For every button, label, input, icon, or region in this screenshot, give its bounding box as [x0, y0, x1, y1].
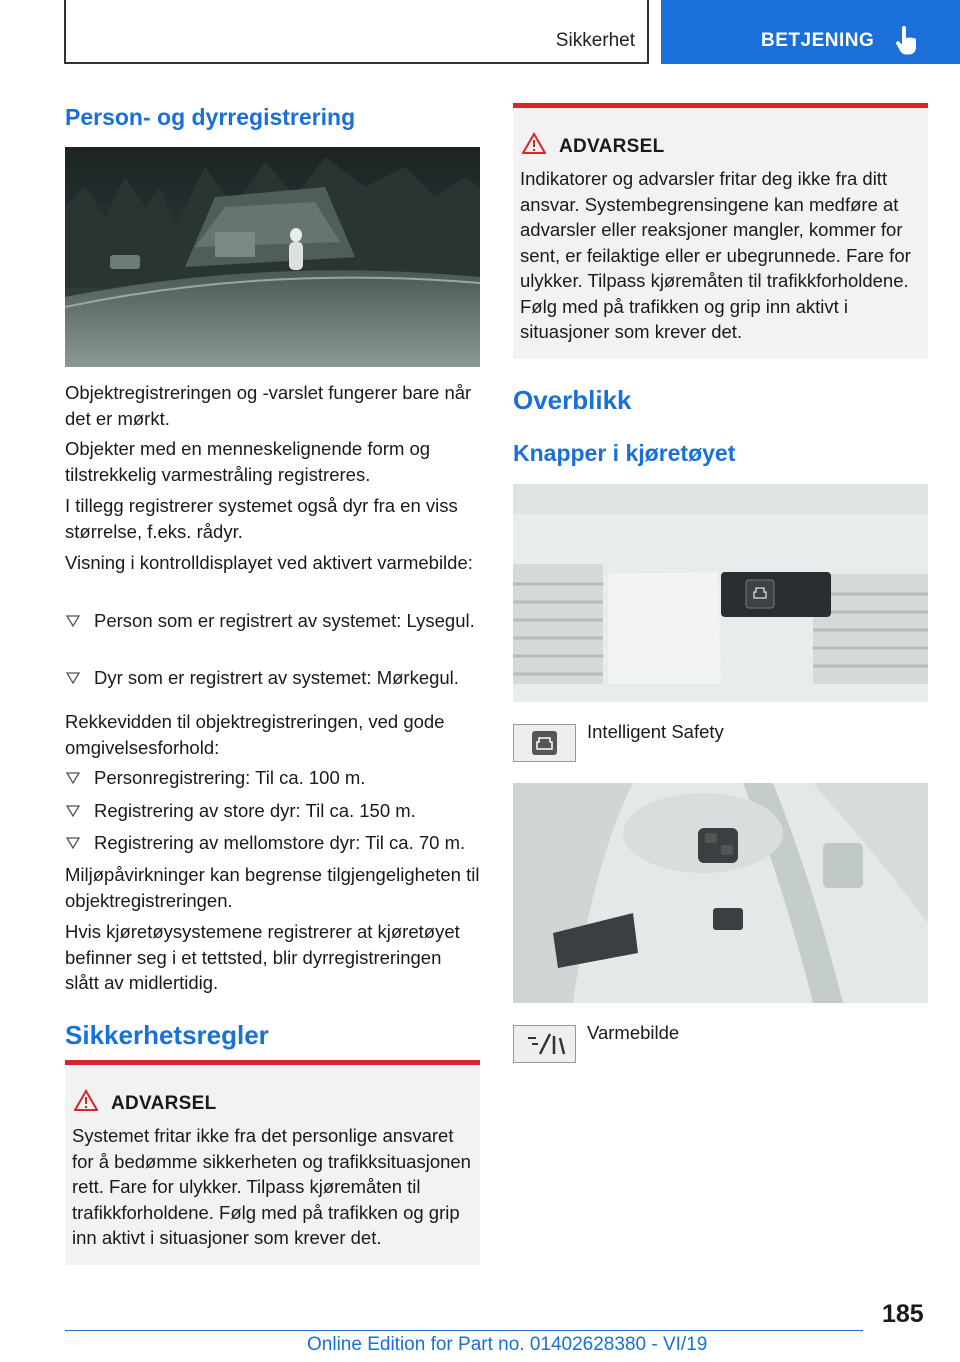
paragraph-animals: I tillegg registrerer systemet også dyr fra en viss størrelse, f.eks. rådyr. — [65, 495, 458, 542]
bullet-triangle-icon — [65, 614, 81, 628]
warning-text: Indikatorer og advarsler fritar deg ikke fra ditt ansvar. Systembegrensingene kan medføre at advarsler eller reaksjoner mangler, kommer for sent, er feilaktige eller er ubegrunnede. Fare for ulykker. Tilpass kjøremåten til trafikkforholdene. Følg med på trafikken og grip inn aktivt i situasjoner som krever det. — [520, 168, 911, 342]
paragraph-urban-area: Hvis kjøretøysystemene registrerer at kjøretøyet befinner seg i et tettsted, blir dyrregistreringen slått av midlertidig. — [65, 921, 460, 993]
page-number: 185 — [882, 1300, 924, 1328]
header-section-title: Sikkerhet — [555, 30, 635, 51]
warning-triangle-icon — [522, 132, 546, 154]
steering-column-image — [513, 783, 928, 1003]
bullet-text: Dyr som er registrert av systemet: Mørkegul. — [94, 667, 459, 688]
bullet-text: Registrering av mellomstore dyr: Til ca. 70 m. — [94, 832, 466, 853]
bullet-triangle-icon — [65, 771, 81, 785]
heading-safety-rules: Sikkerhetsregler — [65, 1020, 269, 1050]
footer-edition: Online Edition for Part no. 01402628380 - VI/19 — [307, 1334, 708, 1355]
list-item — [65, 665, 480, 691]
warning-triangle-icon — [74, 1089, 98, 1111]
bullet-triangle-icon — [65, 671, 81, 685]
thermal-camera-icon — [513, 1025, 576, 1063]
paragraph-range: Rekkevidden til objektregistreringen, ved gode omgivelsesforhold: — [65, 711, 445, 758]
heading-overview: Overblikk — [513, 385, 632, 415]
warning-box-right — [513, 103, 928, 359]
bullet-triangle-icon — [65, 836, 81, 850]
warning-box-left — [65, 1060, 480, 1265]
warning-title: ADVARSEL — [111, 1093, 217, 1114]
list-item — [65, 798, 480, 824]
heading-person-animal-detection: Person- og dyrregistrering — [65, 104, 356, 130]
intelligent-safety-icon — [513, 724, 576, 762]
heading-buttons-in-vehicle: Knapper i kjøretøyet — [513, 440, 736, 466]
list-item — [65, 830, 480, 856]
night-vision-image — [65, 147, 480, 367]
bullet-text: Personregistrering: Til ca. 100 m. — [94, 767, 366, 788]
header-chapter-title: BETJENING — [761, 30, 875, 51]
list-item — [65, 608, 480, 634]
paragraph-display: Visning i kontrolldisplayet ved aktivert varmebilde: — [65, 552, 473, 573]
list-item — [65, 765, 480, 791]
hand-pointer-icon — [895, 26, 919, 56]
dashboard-button-image — [513, 484, 928, 702]
caption-thermal-image: Varmebilde — [587, 1022, 680, 1043]
warning-text: Systemet fritar ikke fra det personlige ansvaret for å bedømme sikkerheten og trafikksituasjonen rett. Fare for ulykker. Tilpass kjøremåten til trafikkforholdene. Følg med på trafikken og grip inn aktivt i situasjoner som krever det. — [72, 1125, 471, 1248]
paragraph-humanlike-objects: Objekter med en menneskelignende form og tilstrekkelig varmestråling registreres. — [65, 438, 431, 485]
bullet-triangle-icon — [65, 804, 81, 818]
footer-divider — [65, 1330, 863, 1331]
header-section-box — [64, 0, 649, 64]
caption-intelligent-safety: Intelligent Safety — [587, 721, 724, 742]
paragraph-environment: Miljøpåvirkninger kan begrense tilgjengeligheten til objektregistreringen. — [65, 864, 480, 911]
bullet-text: Registrering av store dyr: Til ca. 150 m. — [94, 800, 416, 821]
paragraph-darkness-only: Objektregistreringen og -varslet fungerer bare når det er mørkt. — [65, 382, 472, 429]
warning-title: ADVARSEL — [559, 136, 665, 157]
bullet-text: Person som er registrert av systemet: Lysegul. — [94, 610, 475, 631]
